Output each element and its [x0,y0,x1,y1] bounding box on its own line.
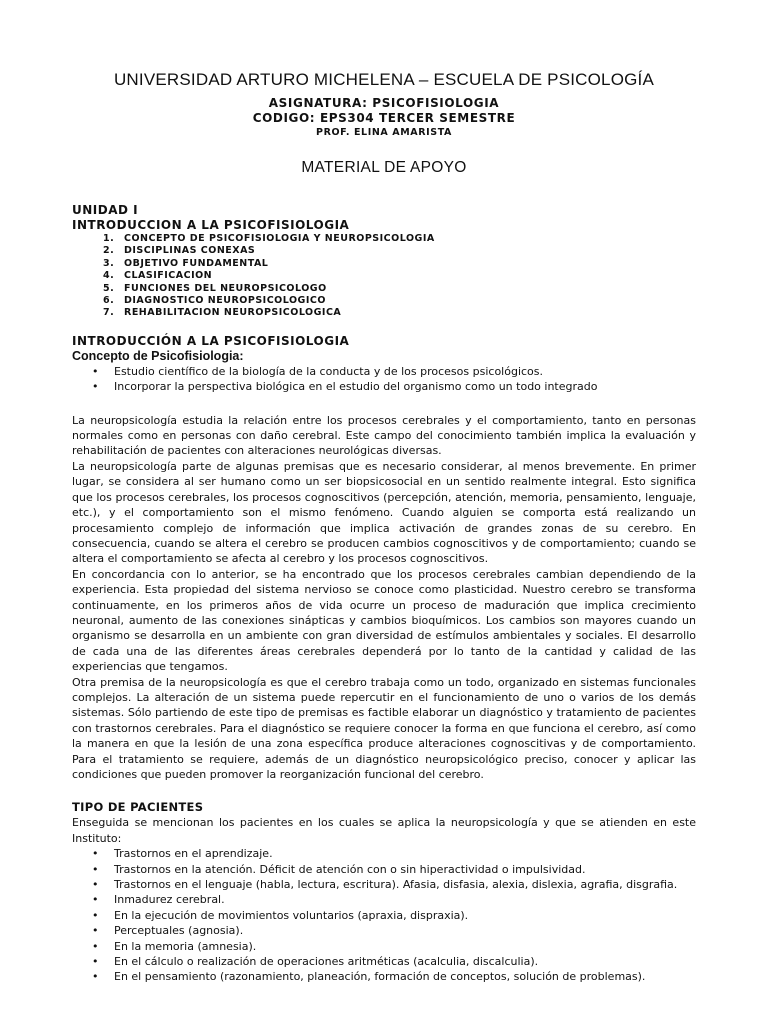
topic-item: 5. FUNCIONES DEL NEUROPSICOLOGO [118,283,696,295]
unit-topics-list [72,233,696,320]
topic-item: 6. DIAGNOSTICO NEUROPSICOLOGICO [118,295,696,307]
patient-type-item: • En el cálculo o realización de operaciones aritméticas (acalculia, discalculia). [114,954,696,969]
concept-bullets [72,364,696,395]
patients-intro: Enseguida se mencionan los pacientes en los cuales se aplica la neuropsicología y que se atienden en este Instituto: [72,816,696,845]
patients-section-title: TIPO DE PACIENTES [72,800,204,815]
patient-type-item: • En la ejecución de movimientos voluntarios (apraxia, dispraxia). [114,908,696,923]
patient-type-item: • Trastornos en el aprendizaje. [114,846,696,861]
patient-type-item: • Trastornos en la atención. Déficit de atención con o sin hiperactividad o impulsividad. [114,862,696,877]
patient-type-item: • Perceptuales (agnosia). [114,923,696,938]
course-code-line: CODIGO: EPS304 TERCER SEMESTRE [252,111,516,125]
topic-item: 2. DISCIPLINAS CONEXAS [118,245,696,257]
body-paragraph: Otra premisa de la neuropsicología es que el cerebro trabaja como un todo, organizado en sistemas funcionales complejos. La alteración de un sistema puede repercutir en el funcionamiento de uno o varios de los demás sistemas. Sólo partiendo de este tipo de premisas es factible elaborar un diagnóstico y tratamiento de pacientes con trastornos cerebrales. Para el diagnóstico se requiere conocer la forma en que funciona el cerebro, así como la manera en que la lesión de una zona específica produce alteraciones cognoscitivas y de comportamiento. Para el tratamiento se requiere, además de un diagnóstico neuropsicológico preciso, conocer y aplicar las condiciones que pueden promover la reorganización funcional del cerebro. [72,675,696,781]
concept-bullet: • Estudio científico de la biología de la conducta y de los procesos psicológicos. [114,364,696,379]
body-paragraph: La neuropsicología parte de algunas premisas que es necesario considerar, al menos brevemente. En primer lugar, se considera al ser humano como un ser biopsicosocial en un sentido realmente integral. Esto significa que los procesos cerebrales, los procesos cognoscitivos (percepción, atención, memoria, pensamiento, lenguaje, etc.), y el comportamiento son el mismo fenómeno. Cuando alguien se comporta está realizando un procesamiento complejo de información que implica activación de grandes zonas de su cerebro. En consecuencia, cuando se altera el cerebro se producen cambios cognoscitivos y de comportamiento; cuando se altera el comportamiento se afecta al cerebro y los procesos cognoscitivos. [72,459,696,566]
unit-title: INTRODUCCION A LA PSICOFISIOLOGIA [72,218,350,232]
concept-bullet: • Incorporar la perspectiva biológica en el estudio del organismo como un todo integrado [114,379,696,394]
body-paragraph: En concordancia con lo anterior, se ha encontrado que los procesos cerebrales cambian dependiendo de la experiencia. Esta propiedad del sistema nervioso se conoce como plasticidad. Nuestro cerebro se transforma continuamente, en los primeros años de vida ocurre un proceso de maduración que implica crecimiento neuronal, aumento de las conexiones sinápticas y cambios bioquímicos. Los cambios son mayores cuando un organismo se desarrolla en un ambiente con gran diversidad de estímulos ambientales y sociales. El desarrollo de cada una de las diferentes áreas cerebrales dependerá por lo tanto de la cantidad y calidad de las experiencias que tengamos. [72,567,696,674]
topic-item: 7. REHABILITACION NEUROPSICOLOGICA [118,307,696,319]
topic-item: 4. CLASIFICACION [118,270,696,282]
topic-item: 3. OBJETIVO FUNDAMENTAL [118,258,696,270]
intro-section-title: INTRODUCCIÓN A LA PSICOFISIOLOGIA [72,333,350,348]
topic-item: 1. CONCEPTO DE PSICOFISIOLOGIA Y NEUROPSICOLOGIA [118,233,696,245]
unit-label: UNIDAD I [72,203,139,217]
university-title: UNIVERSIDAD ARTURO MICHELENA – ESCUELA DE PSICOLOGÍA [113,70,655,89]
document-title: MATERIAL DE APOYO [301,159,467,176]
patient-type-item: • En el pensamiento (razonamiento, planeación, formación de conceptos, solución de problemas). [114,969,696,984]
body-paragraph: La neuropsicología estudia la relación entre los procesos cerebrales y el comportamiento, tanto en personas normales como en personas con daño cerebral. Este campo del conocimiento también implica la evaluación y rehabilitación de pacientes con alteraciones neurológicas diversas. [72,413,696,458]
professor-line: PROF. ELINA AMARISTA [316,127,452,138]
patient-type-item: • En la memoria (amnesia). [114,939,696,954]
patient-type-item: • Trastornos en el lenguaje (habla, lectura, escritura). Afasia, disfasia, alexia, dislexia, agrafia, disgrafia. [114,877,696,892]
patients-list [72,846,696,985]
subject-line: ASIGNATURA: PSICOFISIOLOGIA [268,96,500,110]
concept-title: Concepto de Psicofisiologia: [72,348,244,363]
patient-type-item: • Inmadurez cerebral. [114,892,696,907]
